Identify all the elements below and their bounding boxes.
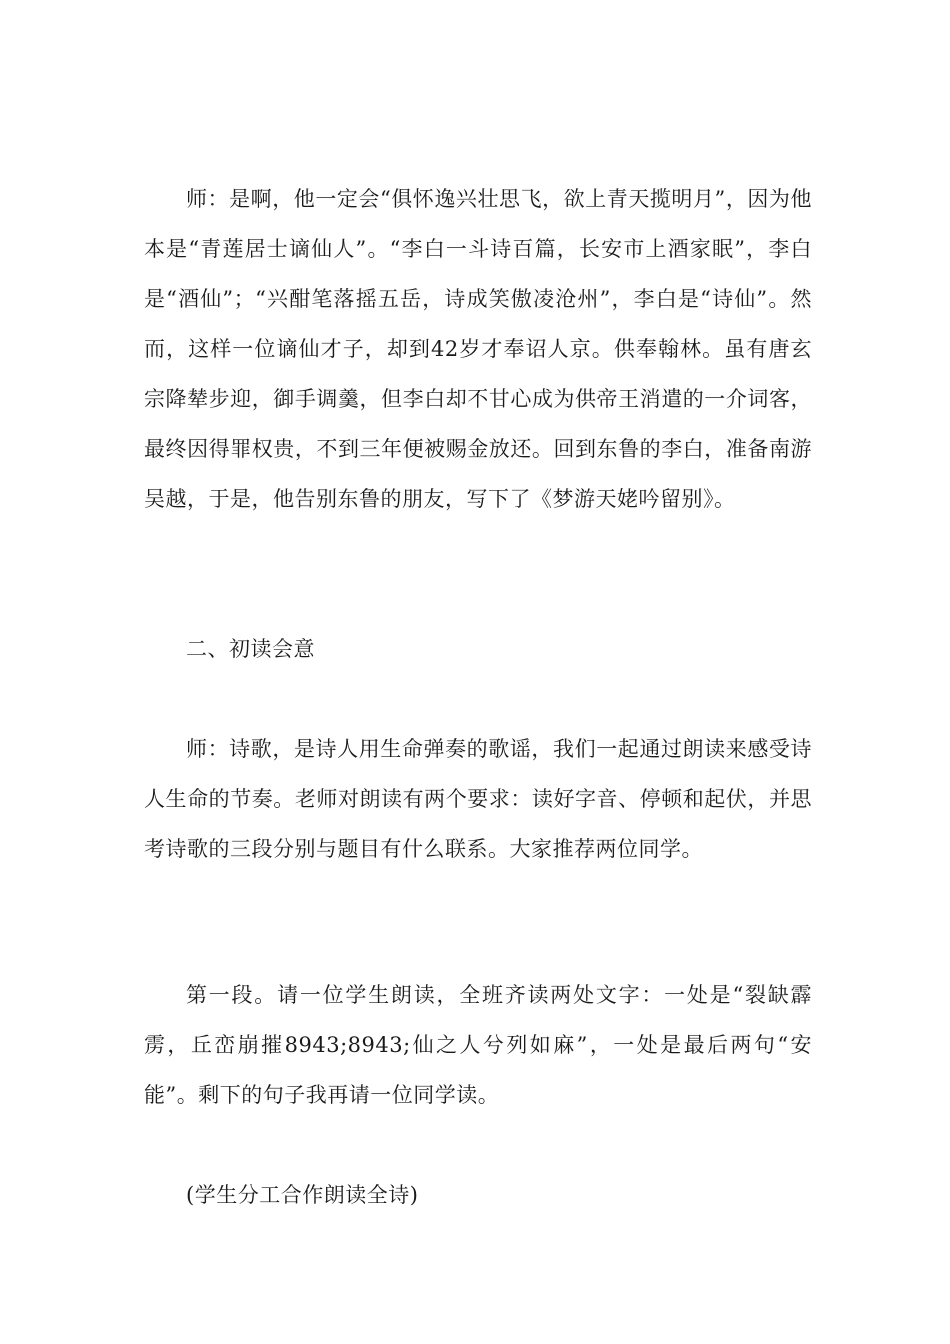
section-heading-initial-reading: 二、初读会意 — [186, 637, 315, 661]
paragraph-teacher-intro: 师：是啊，他一定会“俱怀逸兴壮思飞，欲上青天揽明月”，因为他本是“青莲居士谪仙人”。“李白一斗诗百篇，长安市上酒家眠”，李白是“酒仙”；“兴酣笔落摇五岳，诗成笑傲凌沧州”，李白是“诗仙”。然而，这样一位谪仙才子，却到42岁才奉诏人京。供奉翰林。虽有唐玄宗降辇步迎，御手调羹，但李白却不甘心成为供帝王消遣的一介词客，最终因得罪权贵，不到三年便被赐金放还。回到东鲁的李白，准备南游吴越，于是，他告别东鲁的朋友，写下了《梦游天姥吟留别》。 — [144, 187, 812, 511]
paragraph-reading-requirements: 师：诗歌，是诗人用生命弹奏的歌谣，我们一起通过朗读来感受诗人生命的节奏。老师对朗读有两个要求：读好字音、停顿和起伏，并思考诗歌的三段分别与题目有什么联系。大家推荐两位同学。 — [144, 737, 812, 861]
paragraph-student-reading-note: (学生分工合作朗读全诗) — [186, 1183, 419, 1207]
paragraph-first-section: 第一段。请一位学生朗读，全班齐读两处文字：一处是“裂缺霹雳，丘峦崩摧8943;8943;仙之人兮列如麻”，一处是最后两句“安能”。剩下的句子我再请一位同学读。 — [144, 983, 812, 1107]
